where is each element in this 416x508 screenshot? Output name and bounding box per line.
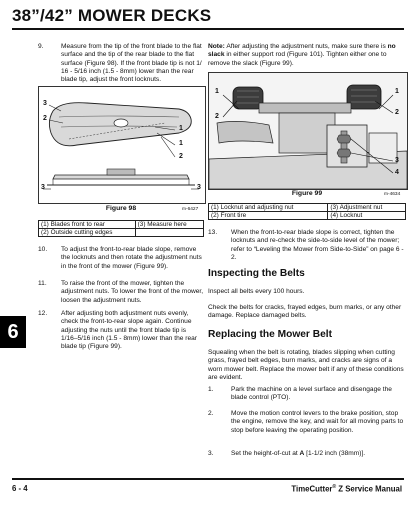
figure-98-legend	[38, 220, 204, 237]
step-text: After adjusting both adjustment nuts evenly, check the front-to-rear slope again. Continue adjusting the nuts until the front blade tip is 1/16–5/16 inch (1.5 - 8mm) lower than the rear blade tip (Figure 99).	[61, 310, 197, 351]
inspecting-paragraph: Check the belts for cracks, frayed edges, burn marks, or any other damage. Replace damaged belts.	[208, 304, 402, 320]
inspecting-paragraph: Inspect all belts every 100 hours.	[208, 288, 305, 295]
legend-item: (3) Measure here	[135, 221, 203, 229]
replace-step-1	[208, 386, 406, 403]
chapter-tab: 6	[0, 316, 26, 348]
registered-mark: ®	[332, 484, 337, 490]
step-12	[38, 310, 204, 351]
callout-label: 2	[395, 109, 399, 116]
page-number: 6 - 4	[12, 484, 28, 493]
figure-98-code: m-6427	[182, 207, 199, 212]
step-text	[231, 450, 406, 458]
manual-name: Z Service Manual	[336, 484, 402, 494]
section-heading-inspecting: Inspecting the Belts	[208, 268, 305, 279]
step-9	[38, 43, 204, 84]
note-emphasis: no slack	[208, 43, 396, 59]
figure-99	[208, 72, 408, 190]
step-text-part: [1-1/2 inch (38mm)].	[304, 450, 366, 457]
note	[208, 43, 406, 68]
step-13	[208, 229, 406, 262]
callout-label: 1	[215, 88, 219, 95]
figure-99-code: m-4634	[384, 192, 401, 197]
step-text: To adjust the front-to-rear blade slope, remove the locknuts and then rotate the adjustment nuts in the front of the mower (Figure 99).	[61, 246, 202, 270]
step-text: Measure from the tip of the front blade to the flat surface and the tip of the rear blade to the flat surface (Figure 98). If the front blade tip is not 1/ 16 - 5/16 inch (1.5 - 8mm) lower than the rear blade tip, adjust the front locknuts.	[61, 43, 202, 84]
figure-98	[38, 86, 206, 204]
step-number: 3.	[208, 450, 214, 457]
callout-label: 4	[395, 169, 399, 176]
section-heading-replacing: Replacing the Mower Belt	[208, 329, 332, 340]
step-10	[38, 246, 204, 271]
figure-99-legend	[208, 203, 406, 220]
step-number: 10.	[38, 246, 48, 253]
step-text-part: Set the height-of-cut at	[231, 450, 300, 457]
note-text: After adjusting the adjustment nuts, make sure there is	[224, 43, 388, 50]
legend-item: (3) Adjustment nut	[328, 204, 406, 212]
page-title: 38”/42” MOWER DECKS	[12, 6, 212, 25]
legend-item: (1) Blades front to rear	[39, 221, 136, 229]
legend-item: (2) Front tire	[209, 212, 328, 220]
legend-item: (4) Locknut	[328, 212, 406, 220]
step-text: Park the machine on a level surface and disengage the blade control (PTO).	[231, 386, 392, 402]
step-number: 11.	[38, 280, 47, 287]
note-label: Note:	[208, 43, 225, 50]
step-number: 1.	[208, 386, 214, 393]
figure-99-illustration	[209, 73, 407, 189]
figure-98-caption: Figure 98	[105, 205, 137, 212]
step-text-emphasis: A	[299, 450, 305, 457]
callout-label: 3	[43, 100, 47, 107]
legend-item	[135, 229, 203, 237]
step-number: 12.	[38, 310, 48, 317]
step-11	[38, 280, 204, 305]
step-text: Move the motion control levers to the brake position, stop the engine, remove the key, and wait for all moving parts to stop before leaving the operating position.	[231, 410, 404, 434]
callout-label: 1	[179, 125, 183, 132]
replacing-paragraph: Squealing when the belt is rotating, blades slipping when cutting grass, frayed belt edges, burn marks, and cracks are signs of a worn mower belt. Replace the mower belt if any of these conditions are evident.	[208, 349, 404, 381]
callout-label: 2	[215, 113, 219, 120]
callout-label: 2	[43, 115, 47, 122]
brand-name: TimeCutter	[291, 484, 333, 494]
callout-label: 3	[395, 157, 399, 164]
step-number: 13.	[208, 229, 218, 236]
step-number: 2.	[208, 410, 214, 417]
legend-item: (2) Outside cutting edges	[39, 229, 136, 237]
step-text: When the front-to-rear blade slope is correct, tighten the locknuts and re-check the side-to-side level of the mower; refer to “Leveling the Mower from Side-to-Side” on page 6 - 2.	[231, 229, 404, 261]
step-text: To raise the front of the mower, tighten the adjustment nuts. To lower the front of the mower, loosen the adjustment nuts.	[61, 280, 204, 304]
callout-label: 3	[41, 184, 45, 191]
footer-rule	[12, 478, 404, 480]
callout-label: 1	[395, 88, 399, 95]
callout-label: 3	[197, 184, 201, 191]
step-number: 9.	[38, 43, 44, 50]
figure-99-caption: Figure 99	[291, 190, 323, 197]
replace-step-2	[208, 410, 406, 435]
header-rule	[12, 28, 404, 30]
note-text: in either support rod (Figure 101). Tighten either one to remove the slack (Figure 99).	[208, 51, 387, 67]
replace-step-3	[208, 450, 406, 458]
callout-label: 1	[179, 140, 183, 147]
manual-title	[291, 484, 402, 494]
legend-item: (1) Locknut and adjusting nut	[209, 204, 328, 212]
callout-label: 2	[179, 153, 183, 160]
